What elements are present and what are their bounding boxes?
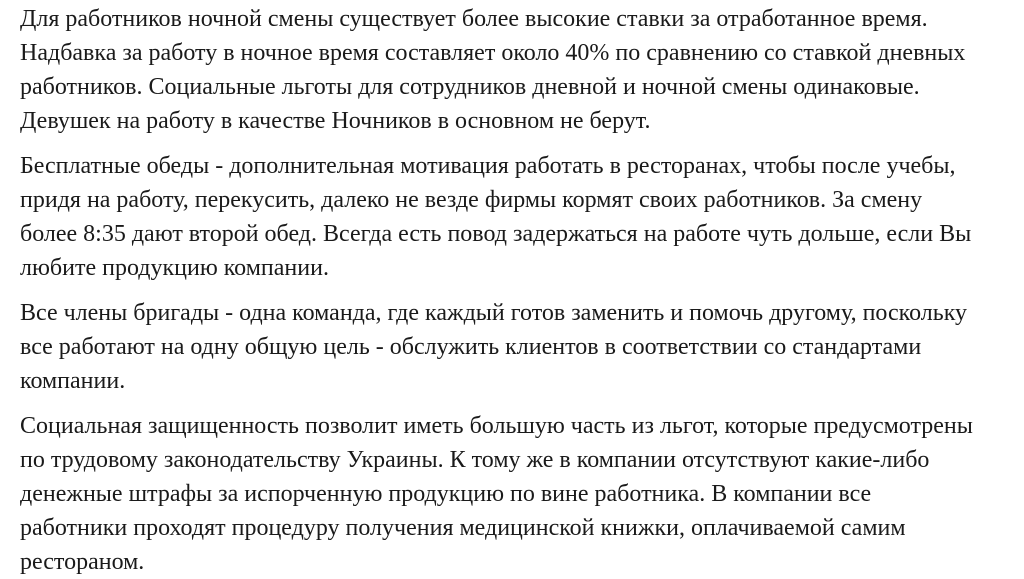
paragraph-social-security: Социальная защищенность позволит иметь большую часть из льгот, которые предусмотрены по трудовому законодательству Украины. К тому же в компании отсутствуют какие-либо денежные штрафы за испорченную продукцию по вине работника. В компании все работники проходят процедуру получения медицинской книжки, оплачиваемой самим рестораном. (20, 413, 973, 575)
paragraph-team: Все члены бригады - одна команда, где каждый готов заменить и помочь другому, поскольку все работают на одну общую цель - обслужить клиентов в соответствии со стандартами компании. (20, 300, 968, 394)
paragraph-night-shift: Для работников ночной смены существует более высокие ставки за отработанное время. Надбавка за работу в ночное время составляет около 40% по сравнению со ставкой дневных работников. Социальные льготы для сотрудников дневной и ночной смены одинаковые. Девушек на работу в качестве Ночников в основном не берут. (20, 6, 966, 134)
paragraph-free-meals: Бесплатные обеды - дополнительная мотивация работать в ресторанах, чтобы после учебы, придя на работу, перекусить, далеко не везде фирмы кормят своих работников. За смену более 8:35 дают второй обед. Всегда есть повод задержаться на работе чуть дольше, если Вы любите продукцию компании. (20, 153, 972, 281)
